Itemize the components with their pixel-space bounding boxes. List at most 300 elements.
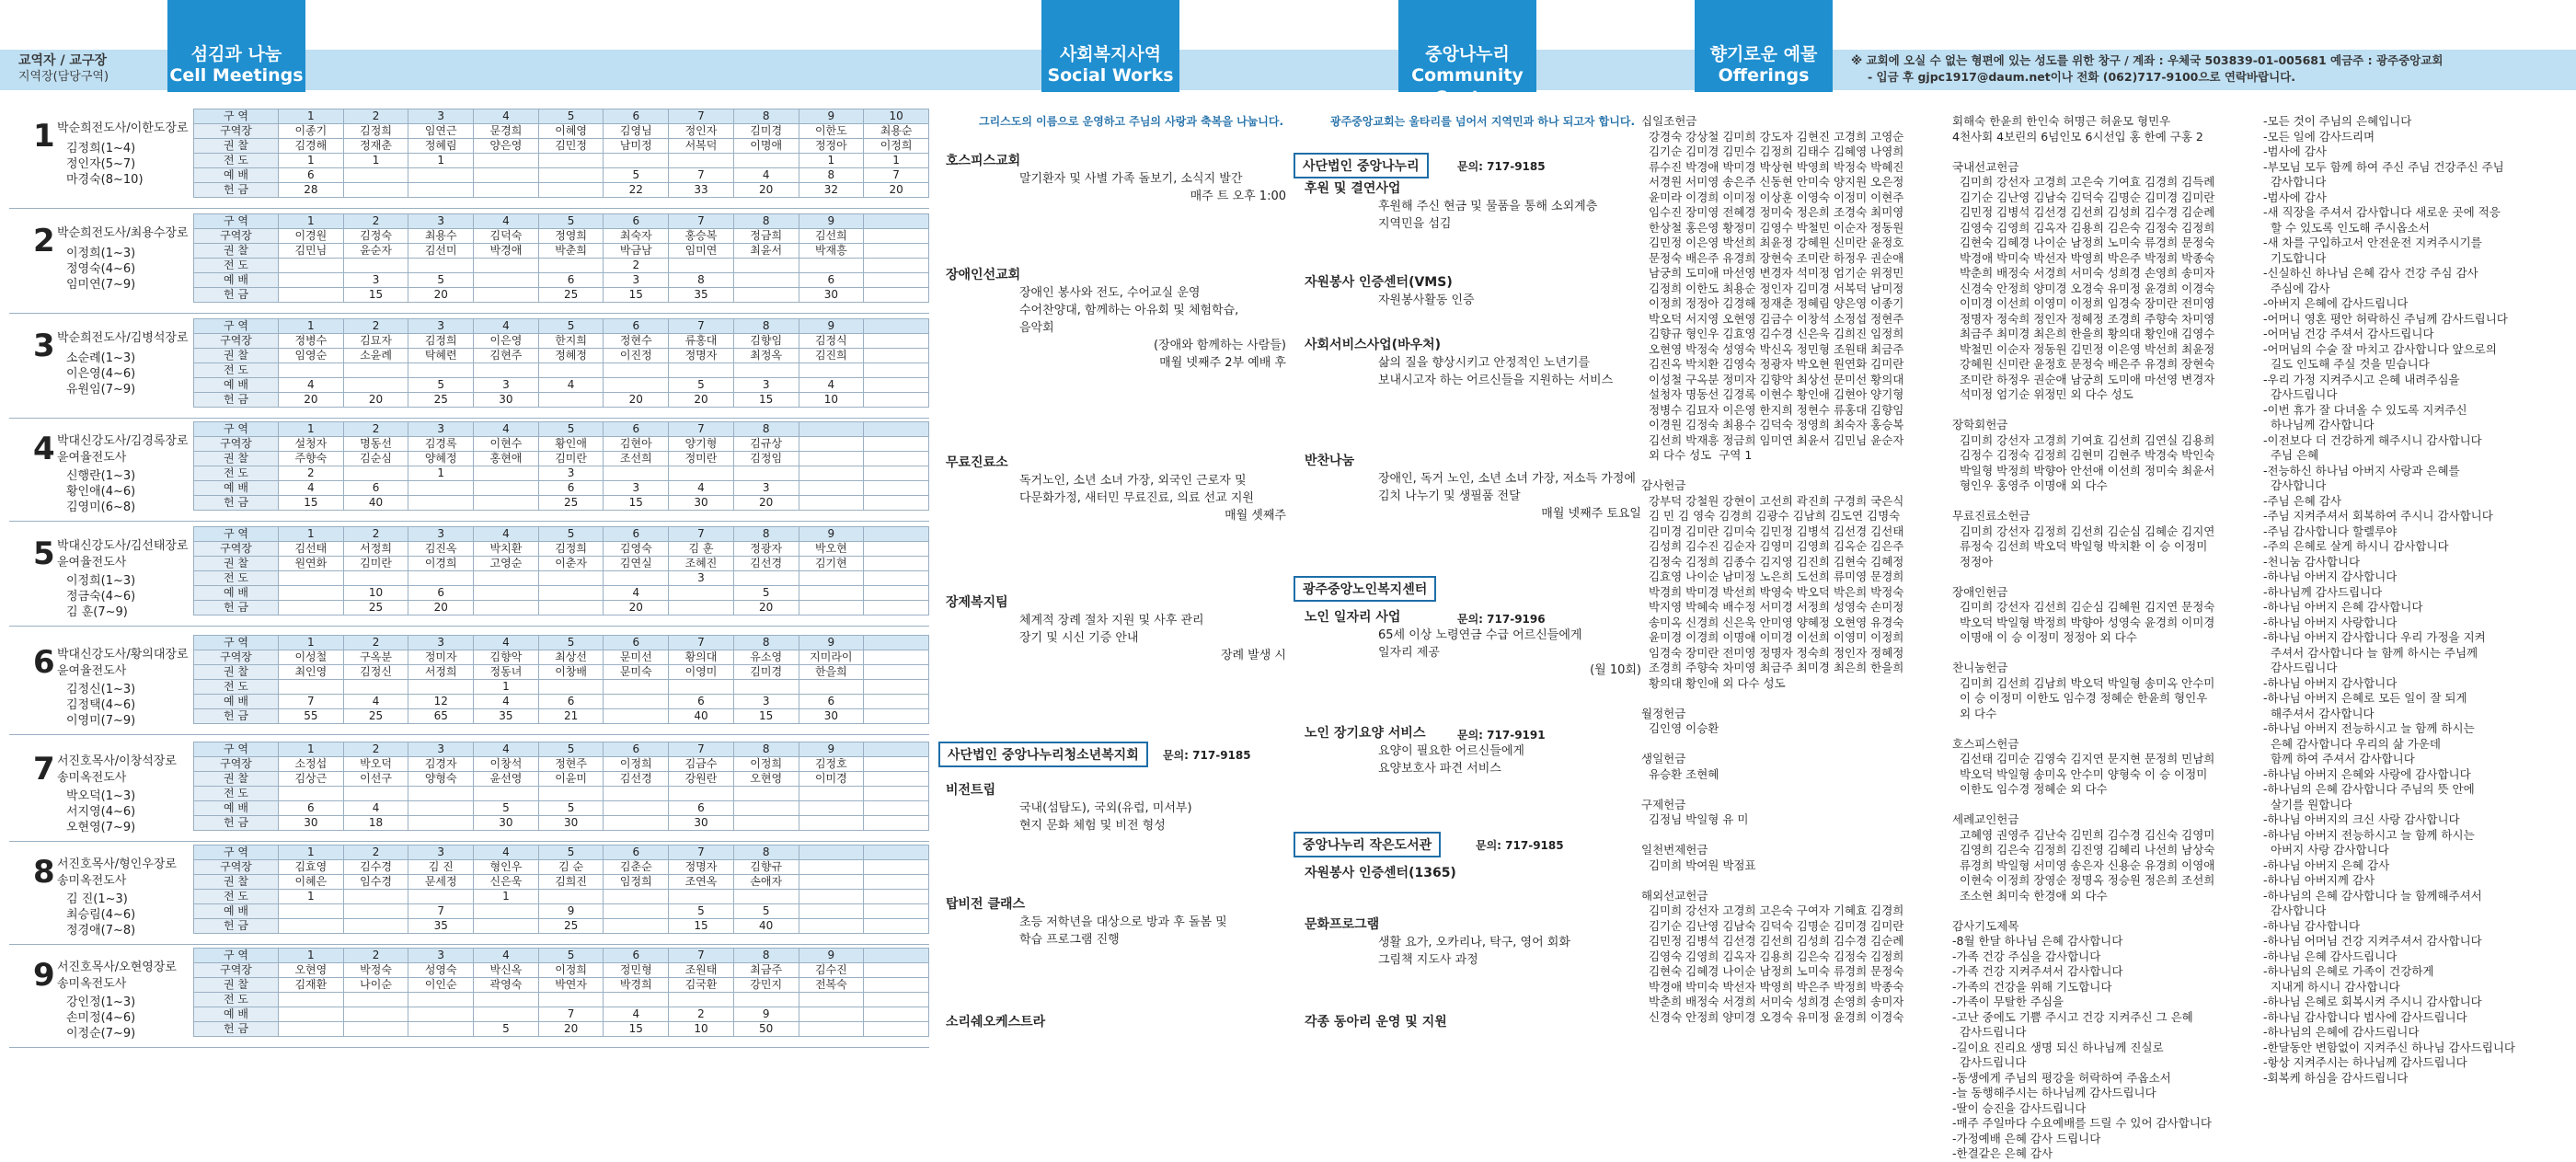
table-cell [864,919,929,934]
table-cell [799,787,864,801]
tab-title-en: Social Works [1047,65,1174,86]
table-cell: 예 배 [194,168,279,183]
table-cell: 김국환 [669,978,734,993]
table-cell: 1 [474,680,539,695]
table-cell: 김경자 [408,757,474,772]
table-cell: 정동녀 [474,665,539,680]
table-cell [538,890,604,904]
table-row [194,334,929,349]
table-cell: 양은영 [474,139,539,154]
table-cell: 박오덕 [343,757,408,772]
table-cell [343,183,408,198]
table-row [194,875,929,890]
table-cell: 전 도 [194,259,279,273]
table-cell: 28 [279,183,344,198]
table-cell [538,586,604,601]
table-cell [799,496,864,511]
program-line: 장기 및 시신 기증 안내 [1019,631,1139,645]
header-cell: 2 [343,319,408,334]
leader-name: 박대신강도사 [57,648,127,662]
table-cell: 15 [669,919,734,934]
table-cell: 예 배 [194,695,279,709]
table-cell: 30 [538,816,604,831]
tab-community-center[interactable] [1398,0,1536,108]
table-cell: 정광자 [733,542,799,557]
table-cell: 5 [733,586,799,601]
table-cell [864,349,929,363]
table-cell [408,481,474,496]
tab-social-works[interactable] [1041,0,1179,92]
table-cell [669,680,734,695]
program-line: 매주 트 오후 1:00 [1190,190,1286,203]
program-block [1305,865,1641,882]
offering-column-1: 십일조헌금 강경숙 강상철 김미희 강도자 김현진 고경희 고영순 김기순 김미경 김민수 김정희 김태수 김혜영 나영희 류수진 박경애 박미경 박상현 박영희 박정숙 박혜진 서경원 서미영 송은주 신동현 안미숙 양지원 오은정 윤미라 이경희 이미정 이상훈 이영숙 이정미 이현주 임수진 장미영 전혜경 정미숙 정은희 조경숙 최미영 한상철 홍은영 황정미 김영수 박철민 이순자 정동원 김민정 이은영 박선희 최윤정 강혜원 신미란 윤정호 문정숙 배은주 유경희 장현숙 조미란 하정우 권순애 남궁희 도미애 마선영 변경자 석미정 엄기순 위정민 김정희 이한도 최용순 정인자 김미경 서복덕 남미정 이정희 정정아 김경해 정재춘 정혜림 양은영 이종기 박오덕 서지영 오현영 김금수 이창석 소정섭 정현주 김향규 형인우 김효영 김수경 신은욱 김희진 임정희 오현영 박정숙 성영숙 박신옥 정민형 조원태 최금주 김진옥 박치환 김영숙 정광자 박오현 원연화 김미란 이성철 구옥분 정미자 김향악 최상선 문미선 황의대 설청자 명동선 김경록 이현수 황인애 김현아 양기형 정병수 김묘자 이은영 한지희 정현수 류홍대 김향임 이경원 김정숙 최용수 김덕숙 정영희 최숙자 홍승복 김선희 박재흥 정금희 임미연 최윤서 김민님 윤순자 외 다수 성도 구역 1 감사헌금 강부덕 강철원 강현이 고선희 곽진희 구경희 국은식 김 민 김 영숙 김경희 김광수 김남희 김도연 김명숙 김미경 김미란 김미숙 김민정 김병석 김선경 김선태 김성희 김수진 김순자 김영미 김영희 김옥순 김은주 김정숙 김정희 김종수 김지영 김진희 김현숙 김혜정 김효영 나이순 남미정 노은희 도선희 류미영 문경희 박경희 박미경 박선희 박영숙 박오덕 박은희 박정숙 박지영 박혜숙 배수정 서미경 서정희 성영숙 손미정 송미옥 신경희 신은욱 안미영 양혜정 오현영 유경숙 윤미경 이경희 이명애 이미경 이선희 이영미 이정희 임경숙 장미란 전미영 정명자 정숙희 정인자 정혜정 조경희 주향숙 차미영 최금주 최미경 최은희 한을희 황의대 황인애 외 다수 성도 월정헌금 김인영 이승환 생일헌금 유승환 조현혜 구제헌금 김정님 박일형 유 미 일천번제헌금 김미희 박여원 박점표 해외선교헌금 김미희 강선자 고경희 고은숙 구여자 기혜효 김경희 김기순 김난영 김남숙 김덕숙 김명순 김미경 김미란 김민정 김병석 김선경 김선희 김성희 김수경 김순례 김영숙 김영희 김옥자 김용희 김은숙 김정숙 김정희 김현숙 김혜경 나이순 남정희 노미숙 류경희 문정숙 박경애 박미숙 박선자 박영희 박은주 박정희 박종숙 박춘희 배정숙 서경희 서미숙 성희경 손영희 송미자 신경숙 안정희 양미경 오경숙 유미정 윤경희 이경숙 [1641,114,1904,1024]
table-cell: 헌 금 [194,496,279,511]
table-cell: 이진정 [604,349,669,363]
table-cell: 헌 금 [194,816,279,831]
table-cell: 김현주 [474,349,539,363]
header-cell: 8 [733,949,799,963]
table-cell: 이인순 [408,978,474,993]
table-cell [799,1007,864,1022]
group-number: 5 [33,535,55,572]
table-cell: 25 [538,919,604,934]
table-cell: 성영숙 [408,963,474,978]
table-cell [408,571,474,586]
program-title: 호스피스교회 [946,154,1021,168]
table-cell: 3 [474,378,539,393]
header-cell: 4 [474,742,539,757]
table-cell: 정재춘 [343,139,408,154]
program-line: 요양이 필요한 어르신들에게 [1378,744,1524,758]
table-cell: 정현주 [538,757,604,772]
program-line: 김치 나누기 및 생필품 전달 [1378,489,1521,503]
table-cell: 지미라이 [799,650,864,665]
table-cell [864,466,929,481]
table-cell: 박경애 [474,244,539,259]
table-cell: 구역장 [194,124,279,139]
table-cell [864,993,929,1007]
table-cell [538,601,604,616]
header-cell: 9 [799,527,864,542]
table-cell: 6 [538,273,604,288]
table-cell [604,466,669,481]
table-cell [279,993,344,1007]
table-cell: 이은영 [474,334,539,349]
table-cell: 김수진 [799,963,864,978]
table-cell: 김금수 [669,757,734,772]
table-cell: 나이순 [343,978,408,993]
program-phone: 문의: 717-9191 [1457,729,1546,742]
table-cell [864,757,929,772]
table-cell: 8 [669,273,734,288]
table-cell [279,787,344,801]
table-row [194,860,929,875]
header-cell: 5 [538,949,604,963]
youth-welfare-title: 사단법인 중앙나누리청소년복지회 [938,742,1148,767]
program-line: 현지 문화 체험 및 비전 형성 [1019,819,1166,833]
header-cell: 5 [538,742,604,757]
table-cell: 이선구 [343,772,408,787]
header-cell: 8 [733,422,799,437]
table-cell: 김경록 [408,437,474,452]
table-cell: 10 [343,586,408,601]
table-cell: 박신옥 [474,963,539,978]
table-cell [864,244,929,259]
header-cell: 3 [408,742,474,757]
table-cell: 윤선영 [474,772,539,787]
table-cell: 15 [279,496,344,511]
offering-notice-contact: - 입금 후 gjpc1917@daum.net이나 전화 (062)717-9100으로 연락바랍니다. [1868,70,2296,84]
table-cell: 김연실 [604,557,669,571]
table-cell [669,890,734,904]
header-cell: 7 [669,949,734,963]
table-cell [799,259,864,273]
header-cell: 구 역 [194,214,279,229]
table-cell [864,680,929,695]
table-cell [474,586,539,601]
table-cell: 정민형 [604,963,669,978]
table-cell [279,601,344,616]
header-cell: 9 [799,214,864,229]
table-cell: 30 [799,288,864,303]
header-cell: 7 [669,109,734,124]
table-cell [669,586,734,601]
header-cell: 6 [604,636,669,650]
table-cell: 1 [408,466,474,481]
table-cell: 6 [408,586,474,601]
program-line: 독거노인, 소년 소녀 가장, 외국인 근로자 및 [1019,474,1247,488]
table-cell: 강민지 [733,978,799,993]
cell-table [193,948,929,1037]
table-cell [864,904,929,919]
table-cell: 헌 금 [194,393,279,408]
table-cell [474,787,539,801]
table-cell [733,154,799,168]
table-cell [864,665,929,680]
table-cell: 이창배 [538,665,604,680]
table-cell: 김춘순 [604,860,669,875]
leader-name: 서진호목사 [57,754,115,768]
elder-name: /황의대장로 [126,648,189,662]
table-cell [538,680,604,695]
program-block [1305,453,1641,523]
table-cell [343,1007,408,1022]
table-cell [474,363,539,378]
group-divider [9,208,929,209]
group-leader [57,121,189,136]
header-cell [864,422,929,437]
program-line: 장애인 봉사와 전도, 수어교실 운영 [1019,286,1201,300]
header-cell [864,319,929,334]
tab-offerings[interactable] [1695,0,1833,92]
table-cell [864,801,929,816]
table-cell [474,154,539,168]
table-cell: 30 [279,816,344,831]
table-cell: 3 [604,273,669,288]
table-cell [604,680,669,695]
header-cell: 구 역 [194,846,279,860]
table-cell [864,816,929,831]
table-cell [408,787,474,801]
table-cell: 정정아 [799,139,864,154]
table-cell [474,259,539,273]
table-cell: 5 [669,904,734,919]
table-cell [864,860,929,875]
table-cell [279,1022,344,1037]
group-number: 1 [33,118,55,155]
table-cell: 1 [408,154,474,168]
table-cell [864,772,929,787]
table-cell: 12 [408,695,474,709]
table-cell: 한지희 [538,334,604,349]
table-row [194,481,929,496]
table-cell: 김진옥 [408,542,474,557]
table-cell [604,890,669,904]
header-cell: 5 [538,109,604,124]
table-cell [474,288,539,303]
tab-title-en: Community Center [1411,65,1524,108]
table-cell [864,601,929,616]
table-cell: 3 [604,481,669,496]
table-cell: 15 [733,393,799,408]
area-leader: 소순례(1~3) [66,351,136,365]
program-title: 후원 및 결연사업 [1305,181,1401,196]
table-row [194,772,929,787]
header-cell: 6 [604,319,669,334]
table-cell: 예 배 [194,801,279,816]
header-cell: 구 역 [194,742,279,757]
area-leader: 이정순(7~9) [66,1027,136,1041]
table-cell: 30 [474,816,539,831]
program-title: 문화프로그램 [1305,917,1380,932]
leader-name: 서진호목사 [57,961,115,974]
table-cell: 35 [408,919,474,934]
table-cell: 김미란 [343,557,408,571]
table-cell: 김 진 [408,860,474,875]
table-cell: 임미연 [669,244,734,259]
table-cell [604,787,669,801]
header-cell: 1 [279,846,344,860]
table-cell [408,1007,474,1022]
table-cell [474,481,539,496]
table-cell: 이영미 [669,665,734,680]
table-cell: 설청자 [279,437,344,452]
header-cell: 5 [538,846,604,860]
table-cell: 양기형 [669,437,734,452]
table-row [194,757,929,772]
table-cell: 윤순자 [343,244,408,259]
header-cell: 8 [733,742,799,757]
table-cell: 박연자 [538,978,604,993]
table-cell: 65 [408,709,474,724]
program-block [946,1014,1286,1031]
table-cell [279,680,344,695]
table-cell: 35 [669,288,734,303]
table-cell: 40 [733,919,799,934]
table-cell [864,875,929,890]
program-line: 그림책 지도사 과정 [1378,953,1478,967]
table-cell [604,363,669,378]
table-cell [669,993,734,1007]
table-cell: 김선경 [733,557,799,571]
table-cell: 정금희 [733,229,799,244]
table-cell [474,273,539,288]
table-cell: 6 [538,481,604,496]
header-cell [864,846,929,860]
table-cell: 6 [799,695,864,709]
table-cell [669,787,734,801]
program-line: (월 10회) [1590,663,1641,677]
table-cell: 최숙자 [604,229,669,244]
table-cell [669,154,734,168]
table-cell [538,168,604,183]
area-leader: 유원임(7~9) [66,383,136,397]
area-leader: 강인정(1~3) [66,995,136,1009]
table-cell: 이춘자 [538,557,604,571]
table-cell: 6 [343,481,408,496]
table-cell [474,993,539,1007]
header-cell: 2 [343,742,408,757]
header-cell [864,214,929,229]
header-cell [864,742,929,757]
table-cell: 5 [408,378,474,393]
table-cell [864,273,929,288]
table-cell: 전 도 [194,890,279,904]
table-row [194,816,929,831]
table-cell: 김묘자 [343,334,408,349]
header-cell: 6 [604,422,669,437]
group-sub-leader: 윤여율전도사 [57,664,127,678]
header-cell: 3 [408,422,474,437]
table-cell: 20 [408,288,474,303]
table-cell: 15 [604,496,669,511]
header-cell: 7 [669,422,734,437]
table-cell [864,452,929,466]
table-cell [279,919,344,934]
program-title: 탑비전 클래스 [946,897,1026,912]
header-cell: 구 역 [194,109,279,124]
table-cell: 구역장 [194,542,279,557]
table-cell: 32 [799,183,864,198]
table-cell [864,481,929,496]
table-cell: 4 [279,378,344,393]
tab-title-kr: 향기로운 예물 [1709,44,1818,64]
table-cell: 김 순 [538,860,604,875]
table-cell: 40 [669,709,734,724]
table-cell: 헌 금 [194,709,279,724]
table-row [194,557,929,571]
table-cell: 최용순 [864,124,929,139]
header-cell: 구 역 [194,319,279,334]
table-cell: 최상선 [538,650,604,665]
table-cell: 7 [279,695,344,709]
table-cell: 김선희 [799,229,864,244]
header-cell: 구 역 [194,527,279,542]
header-cell: 4 [474,846,539,860]
header-cell: 7 [669,214,734,229]
table-cell: 김민정 [538,139,604,154]
table-cell: 25 [538,288,604,303]
table-cell [474,904,539,919]
header-cell: 2 [343,949,408,963]
elder-name: /김경록장로 [126,434,189,448]
table-cell [408,363,474,378]
header-cell: 1 [279,422,344,437]
table-cell: 문경희 [474,124,539,139]
header-cell: 7 [669,636,734,650]
table-cell: 이혜영 [538,124,604,139]
program-block [946,267,1286,372]
table-row [194,904,929,919]
table-cell: 양형숙 [408,772,474,787]
table-cell: 박경희 [604,978,669,993]
table-cell: 7 [669,168,734,183]
program-line: 체계적 장례 절차 지원 및 사후 관리 [1019,614,1204,627]
area-leader: 김 훈(7~9) [66,605,128,619]
table-cell: 권 찰 [194,978,279,993]
table-header-row [194,214,929,229]
program-line: 지역민을 섬김 [1378,217,1452,231]
group-leader [57,857,177,872]
area-leader: 손미정(4~6) [66,1011,136,1025]
table-cell [343,466,408,481]
table-cell: 5 [604,168,669,183]
program-title: 장제복지팀 [946,595,1008,610]
table-cell: 이경희 [408,557,474,571]
table-cell [864,496,929,511]
table-cell: 서정희 [408,665,474,680]
table-cell: 김미경 [733,665,799,680]
table-cell [538,183,604,198]
table-cell: 30 [669,816,734,831]
table-cell [474,496,539,511]
table-cell: 이경원 [279,229,344,244]
header-cell: 구 역 [194,636,279,650]
table-cell [799,904,864,919]
table-cell [343,680,408,695]
table-cell: 김미경 [733,124,799,139]
table-cell [343,904,408,919]
table-cell: 헌 금 [194,601,279,616]
table-cell: 정미란 [669,452,734,466]
program-line: 수어찬양대, 함께하는 아유회 및 체험학습, [1019,304,1239,317]
table-cell: 3 [538,466,604,481]
table-cell: 33 [669,183,734,198]
cell-table [193,318,929,408]
program-line: 국내(섬탐도), 국외(유럽, 미서부) [1019,801,1192,815]
table-cell: 임연근 [408,124,474,139]
table-row [194,466,929,481]
tab-title-kr: 섬김과 나눔 [190,44,282,64]
table-cell: 권 찰 [194,244,279,259]
tab-cell-meetings[interactable] [167,0,305,92]
table-cell: 이윤미 [538,772,604,787]
table-cell: 정미자 [408,650,474,665]
header-cell: 3 [408,319,474,334]
table-cell: 권 찰 [194,349,279,363]
tab-title-kr: 중앙나누리 [1425,44,1510,64]
cell-table [193,635,929,724]
table-cell [733,787,799,801]
social-intro: 그리스도의 이름으로 운영하고 주님의 사랑과 축복을 나눕니다. [979,115,1284,128]
table-cell [733,890,799,904]
table-cell: 김희진 [538,875,604,890]
table-cell: 4 [799,378,864,393]
table-cell: 최윤서 [733,244,799,259]
table-cell [799,993,864,1007]
program-block [946,782,1286,834]
